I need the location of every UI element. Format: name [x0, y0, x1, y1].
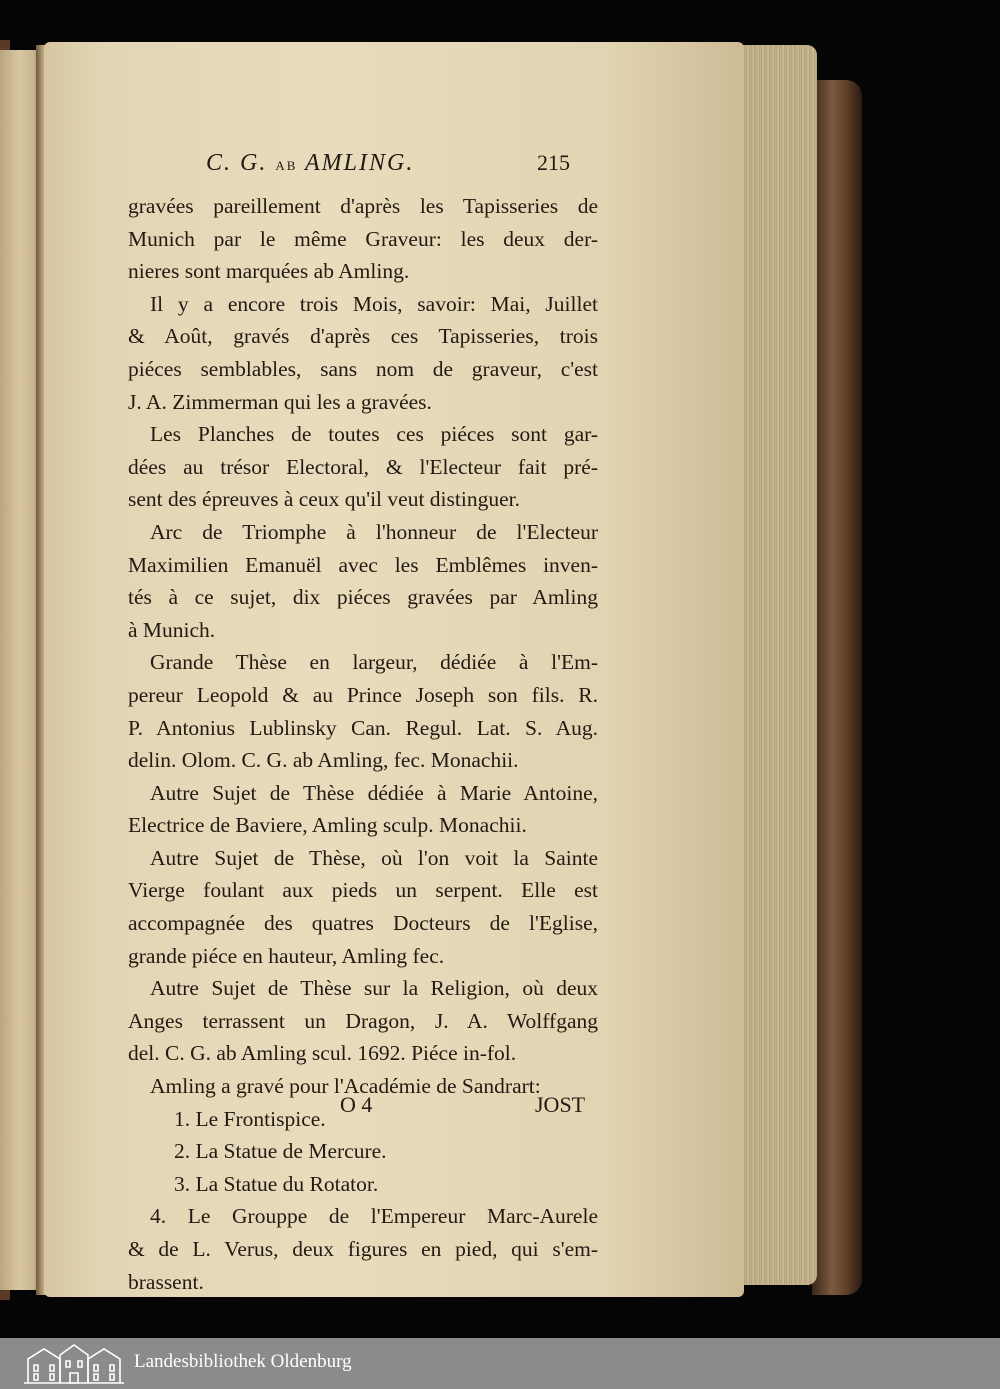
text-line: Vierge foulant aux pieds un serpent. Elle est	[128, 878, 598, 903]
library-name: Landesbibliothek Oldenburg	[134, 1351, 352, 1372]
text-line: sent des épreuves à ceux qu'il veut distinguer.	[128, 487, 520, 512]
running-head	[206, 150, 414, 177]
list-item: 2. La Statue de Mercure.	[174, 1139, 387, 1164]
book-spine	[812, 80, 862, 1295]
catchword: JOST	[535, 1092, 586, 1117]
library-building-icon	[22, 1341, 126, 1385]
signature-mark: O 4	[340, 1092, 373, 1117]
text-line: accompagnée des quatres Docteurs de l'Eglise,	[128, 911, 598, 936]
text-line: Anges terrassent un Dragon, J. A. Wolffgang	[128, 1008, 598, 1033]
text-line: Autre Sujet de Thèse, où l'on voit la Sainte	[150, 845, 598, 870]
text-line: & Août, gravés d'après ces Tapisseries, trois	[128, 324, 598, 349]
list-item: 1. Le Frontispice.	[174, 1106, 326, 1131]
running-head-name: AMLING.	[304, 150, 415, 176]
text-line: Electrice de Baviere, Amling sculp. Monachii.	[128, 813, 527, 838]
text-line: delin. Olom. C. G. ab Amling, fec. Monachii.	[128, 748, 519, 773]
text-line: tés à ce sujet, dix piéces gravées par Amling	[128, 585, 598, 610]
list-item: 3. La Statue du Rotator.	[174, 1171, 379, 1196]
page-footer	[210, 1092, 610, 1132]
text-line: Amling a gravé pour l'Académie de Sandrart:	[150, 1074, 541, 1099]
text-line: P. Antonius Lublinsky Can. Regul. Lat. S. Aug.	[128, 715, 598, 740]
text-line: gravées pareillement d'après les Tapisseries de	[128, 194, 598, 218]
text-line: piéces semblables, sans nom de graveur, c'est	[128, 356, 598, 381]
text-line: Munich par le même Graveur: les deux der-	[128, 226, 598, 251]
page-number: 215	[537, 150, 570, 175]
text-line: Autre Sujet de Thèse sur la Religion, où deux	[150, 976, 598, 1001]
running-head-initials: C. G.	[206, 150, 268, 176]
text-line: Grande Thèse en largeur, dédiée à l'Em-	[150, 650, 598, 675]
page-edges	[735, 45, 817, 1285]
library-banner	[0, 1338, 1000, 1389]
list-item: 4. Le Grouppe de l'Empereur Marc-Aurele	[150, 1204, 598, 1229]
text-line: Autre Sujet de Thèse dédiée à Marie Antoine,	[150, 780, 598, 805]
text-line: dées au trésor Electoral, & l'Electeur fait pré-	[128, 454, 598, 479]
text-line: del. C. G. ab Amling scul. 1692. Piéce in-fol.	[128, 1041, 517, 1066]
running-head-ab: AB	[275, 158, 298, 173]
text-line: Il y a encore trois Mois, savoir: Mai, Juillet	[150, 291, 598, 316]
page-header	[128, 150, 598, 190]
text-line: Arc de Triomphe à l'honneur de l'Electeur	[150, 519, 598, 544]
text-line: grande piéce en hauteur, Amling fec.	[128, 943, 445, 968]
text-line: à Munich.	[128, 617, 216, 642]
text-line: Les Planches de toutes ces piéces sont gar-	[150, 422, 598, 447]
text-line: J. A. Zimmerman qui les a gravées.	[128, 389, 432, 414]
text-line: brassent.	[128, 1269, 204, 1294]
text-line: pereur Leopold & au Prince Joseph son fils. R.	[128, 682, 598, 707]
text-line: nieres sont marquées ab Amling.	[128, 259, 410, 284]
text-line: Maximilien Emanuël avec les Emblêmes inven-	[128, 552, 598, 577]
text-line: & de L. Verus, deux figures en pied, qui s'em-	[128, 1237, 598, 1261]
